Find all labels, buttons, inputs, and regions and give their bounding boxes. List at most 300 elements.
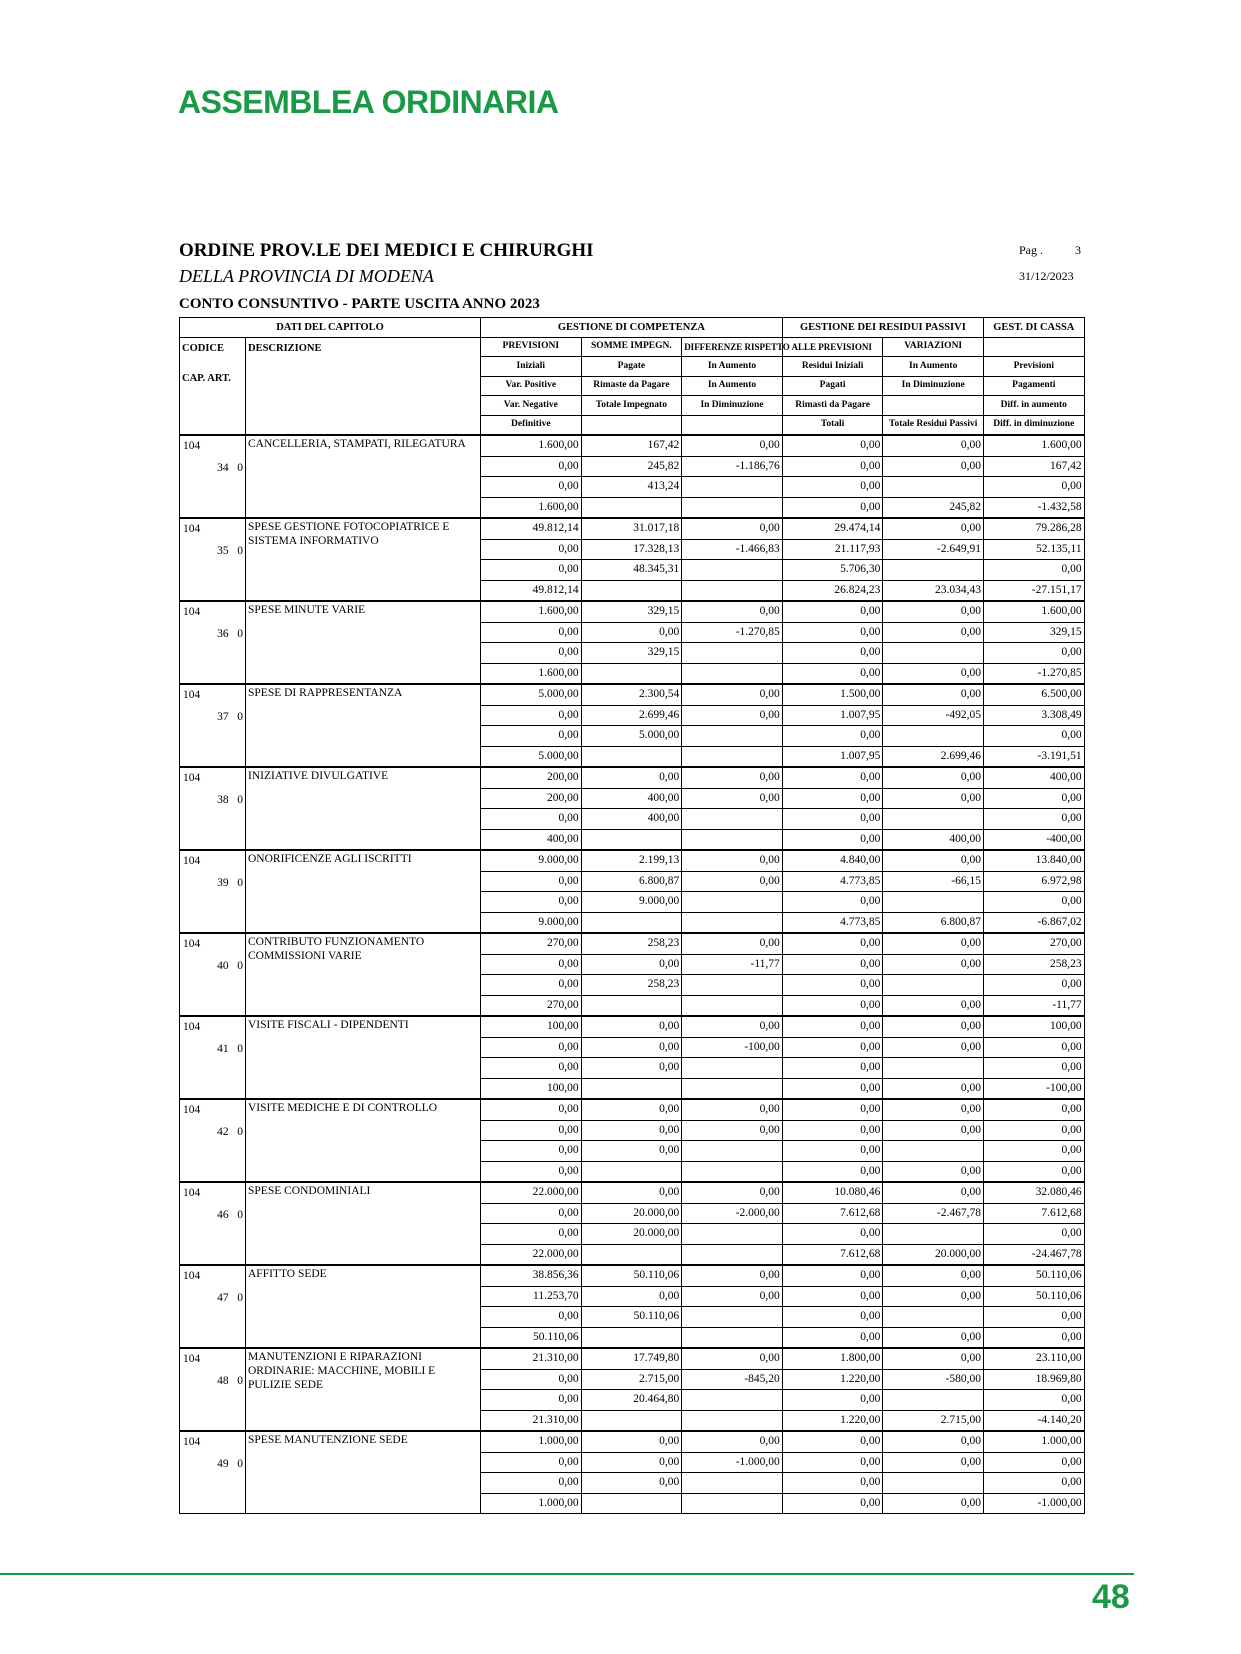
value-cell bbox=[581, 580, 682, 601]
value-cell: 2.699,46 bbox=[883, 746, 984, 767]
articolo-code: 49 bbox=[217, 1458, 229, 1470]
capitolo-number: 104 bbox=[183, 1187, 201, 1199]
value-cell: 49.812,14 bbox=[481, 518, 582, 539]
value-cell: 0,00 bbox=[782, 1431, 883, 1452]
value-cell: 0,00 bbox=[883, 1327, 984, 1348]
value-cell: 167,42 bbox=[581, 435, 682, 456]
articolo-sub: 0 bbox=[237, 877, 243, 889]
table-row bbox=[180, 1348, 1085, 1369]
value-cell: 0,00 bbox=[782, 1327, 883, 1348]
value-cell: 0,00 bbox=[782, 933, 883, 954]
capitolo-cell bbox=[180, 435, 246, 518]
value-cell: 0,00 bbox=[883, 1286, 984, 1307]
value-cell bbox=[883, 1473, 984, 1494]
table-row bbox=[180, 933, 1085, 954]
articolo-number bbox=[180, 952, 245, 974]
value-cell: 21.310,00 bbox=[481, 1348, 582, 1369]
value-cell: 0,00 bbox=[883, 1348, 984, 1369]
value-cell: 0,00 bbox=[682, 1348, 783, 1369]
value-cell: 0,00 bbox=[984, 1141, 1085, 1162]
articolo-sub: 0 bbox=[237, 1043, 243, 1055]
value-cell: 0,00 bbox=[581, 1431, 682, 1452]
value-cell: 0,00 bbox=[883, 601, 984, 622]
value-cell bbox=[581, 1244, 682, 1265]
capitolo-description: MANUTENZIONI E RIPARAZIONI ORDINARIE: MACCHINE, MOBILI E PULIZIE SEDE bbox=[246, 1348, 481, 1431]
articolo-number bbox=[180, 1201, 245, 1223]
subheader-cell: Var. Positive bbox=[481, 376, 582, 396]
value-cell: 1.600,00 bbox=[984, 601, 1085, 622]
value-cell: 0,00 bbox=[782, 809, 883, 830]
subheader-cell: In Aumento bbox=[682, 376, 783, 396]
value-cell: 0,00 bbox=[883, 1431, 984, 1452]
header-cap-art: CAP. ART. bbox=[182, 372, 231, 384]
capitolo-number: 104 bbox=[183, 855, 201, 867]
value-cell: 0,00 bbox=[782, 892, 883, 913]
value-cell: 0,00 bbox=[581, 1120, 682, 1141]
value-cell bbox=[682, 1078, 783, 1099]
value-cell bbox=[581, 1327, 682, 1348]
table-body bbox=[180, 435, 1085, 1514]
value-cell: 6.800,87 bbox=[581, 871, 682, 892]
value-cell: 17.328,13 bbox=[581, 539, 682, 560]
capitolo-cell bbox=[180, 1431, 246, 1514]
value-cell: 0,00 bbox=[481, 1307, 582, 1328]
value-cell: 0,00 bbox=[581, 1016, 682, 1037]
value-cell: 0,00 bbox=[481, 643, 582, 664]
value-cell: 9.000,00 bbox=[481, 850, 582, 871]
capitolo-cell bbox=[180, 850, 246, 933]
articolo-number bbox=[180, 1450, 245, 1472]
value-cell bbox=[581, 746, 682, 767]
value-cell: 0,00 bbox=[782, 497, 883, 518]
value-cell: 245,82 bbox=[581, 456, 682, 477]
value-cell: 0,00 bbox=[984, 1390, 1085, 1411]
value-cell: 0,00 bbox=[581, 1473, 682, 1494]
capitolo-description: CANCELLERIA, STAMPATI, RILEGATURA bbox=[246, 435, 481, 518]
value-cell: 0,00 bbox=[984, 809, 1085, 830]
value-cell: 21.310,00 bbox=[481, 1410, 582, 1431]
value-cell: 0,00 bbox=[984, 1058, 1085, 1079]
subheader-cell: Iniziali bbox=[481, 357, 582, 377]
value-cell bbox=[682, 829, 783, 850]
report-title: CONTO CONSUNTIVO - PARTE USCITA ANNO 2023 bbox=[179, 296, 540, 312]
value-cell: -845,20 bbox=[682, 1369, 783, 1390]
capitolo-number: 104 bbox=[183, 440, 201, 452]
capitolo-description: AFFITTO SEDE bbox=[246, 1265, 481, 1348]
table-row bbox=[180, 1431, 1085, 1452]
header-dati-capitolo: DATI DEL CAPITOLO bbox=[180, 318, 481, 338]
value-cell bbox=[581, 497, 682, 518]
value-cell: 0,00 bbox=[782, 1452, 883, 1473]
value-cell: 258,23 bbox=[984, 954, 1085, 975]
table-row bbox=[180, 435, 1085, 456]
value-cell: 0,00 bbox=[782, 1078, 883, 1099]
value-cell: 245,82 bbox=[883, 497, 984, 518]
value-cell: 0,00 bbox=[984, 560, 1085, 581]
articolo-number bbox=[180, 1118, 245, 1140]
value-cell: 20.000,00 bbox=[581, 1203, 682, 1224]
value-cell: 0,00 bbox=[581, 1141, 682, 1162]
table-header bbox=[180, 318, 1085, 436]
value-cell: 0,00 bbox=[682, 871, 783, 892]
value-cell bbox=[682, 892, 783, 913]
subheader-cell: DIFFERENZE RISPETTO ALLE PREVISIONI bbox=[682, 337, 783, 357]
value-cell: 270,00 bbox=[984, 933, 1085, 954]
value-cell bbox=[682, 560, 783, 581]
capitolo-cell bbox=[180, 684, 246, 767]
value-cell: 5.706,30 bbox=[782, 560, 883, 581]
value-cell: 167,42 bbox=[984, 456, 1085, 477]
value-cell: 17.749,80 bbox=[581, 1348, 682, 1369]
value-cell: -2.467,78 bbox=[883, 1203, 984, 1224]
value-cell: 200,00 bbox=[481, 788, 582, 809]
value-cell: 0,00 bbox=[481, 1120, 582, 1141]
value-cell bbox=[682, 1493, 783, 1514]
value-cell: 0,00 bbox=[481, 622, 582, 643]
articolo-number bbox=[180, 869, 245, 891]
value-cell: 400,00 bbox=[481, 829, 582, 850]
articolo-sub: 0 bbox=[237, 628, 243, 640]
value-cell bbox=[883, 726, 984, 747]
value-cell: 329,15 bbox=[984, 622, 1085, 643]
value-cell: 0,00 bbox=[984, 1327, 1085, 1348]
articolo-code: 38 bbox=[217, 794, 229, 806]
value-cell: 0,00 bbox=[782, 1224, 883, 1245]
value-cell: -3.191,51 bbox=[984, 746, 1085, 767]
value-cell: 0,00 bbox=[682, 1265, 783, 1286]
value-cell: 0,00 bbox=[481, 539, 582, 560]
value-cell bbox=[682, 1224, 783, 1245]
header-gestione-cassa: GEST. DI CASSA bbox=[984, 318, 1085, 338]
capitolo-description: SPESE MANUTENZIONE SEDE bbox=[246, 1431, 481, 1514]
value-cell: 23.110,00 bbox=[984, 1348, 1085, 1369]
header-descrizione: DESCRIZIONE bbox=[246, 337, 481, 435]
value-cell: 0,00 bbox=[581, 767, 682, 788]
subheader-cell: Var. Negative bbox=[481, 396, 582, 416]
value-cell: 0,00 bbox=[782, 1307, 883, 1328]
subheader-cell: Totale Residui Passivi bbox=[883, 415, 984, 435]
value-cell: 6.500,00 bbox=[984, 684, 1085, 705]
capitolo-description: VISITE MEDICHE E DI CONTROLLO bbox=[246, 1099, 481, 1182]
value-cell: 0,00 bbox=[782, 1286, 883, 1307]
value-cell: 22.000,00 bbox=[481, 1182, 582, 1203]
subheader-cell: Diff. in diminuzione bbox=[984, 415, 1085, 435]
articolo-code: 39 bbox=[217, 877, 229, 889]
subheader-cell: Pagate bbox=[581, 357, 682, 377]
value-cell: 0,00 bbox=[782, 1037, 883, 1058]
value-cell: 0,00 bbox=[682, 1099, 783, 1120]
value-cell: 0,00 bbox=[481, 560, 582, 581]
articolo-sub: 0 bbox=[237, 1375, 243, 1387]
value-cell: 6.800,87 bbox=[883, 912, 984, 933]
value-cell: 9.000,00 bbox=[581, 892, 682, 913]
value-cell bbox=[682, 1244, 783, 1265]
table-row bbox=[180, 850, 1085, 871]
value-cell: 0,00 bbox=[984, 1161, 1085, 1182]
value-cell: 20.000,00 bbox=[883, 1244, 984, 1265]
value-cell: 0,00 bbox=[984, 1452, 1085, 1473]
articolo-code: 35 bbox=[217, 545, 229, 557]
header-codice-cell bbox=[180, 337, 246, 435]
value-cell: -11,77 bbox=[984, 995, 1085, 1016]
value-cell: 0,00 bbox=[883, 456, 984, 477]
capitolo-cell bbox=[180, 1265, 246, 1348]
capitolo-number: 104 bbox=[183, 1270, 201, 1282]
value-cell: 0,00 bbox=[481, 975, 582, 996]
articolo-sub: 0 bbox=[237, 1126, 243, 1138]
table-row bbox=[180, 767, 1085, 788]
value-cell: 0,00 bbox=[481, 1161, 582, 1182]
value-cell: 100,00 bbox=[984, 1016, 1085, 1037]
subheader-cell: In Aumento bbox=[682, 357, 783, 377]
value-cell: 0,00 bbox=[883, 663, 984, 684]
value-cell: 0,00 bbox=[682, 1286, 783, 1307]
table-row bbox=[180, 1182, 1085, 1203]
articolo-number bbox=[180, 703, 245, 725]
value-cell: 29.474,14 bbox=[782, 518, 883, 539]
value-cell: -2.000,00 bbox=[682, 1203, 783, 1224]
value-cell: 0,00 bbox=[782, 829, 883, 850]
value-cell bbox=[581, 829, 682, 850]
value-cell bbox=[581, 1078, 682, 1099]
subheader-cell: Definitive bbox=[481, 415, 582, 435]
value-cell: 0,00 bbox=[883, 1452, 984, 1473]
value-cell: 0,00 bbox=[883, 1099, 984, 1120]
value-cell: 52.135,11 bbox=[984, 539, 1085, 560]
value-cell: 0,00 bbox=[682, 518, 783, 539]
value-cell: 0,00 bbox=[984, 1120, 1085, 1141]
value-cell: 0,00 bbox=[682, 1431, 783, 1452]
value-cell bbox=[883, 643, 984, 664]
value-cell: 270,00 bbox=[481, 933, 582, 954]
value-cell: -100,00 bbox=[984, 1078, 1085, 1099]
articolo-code: 41 bbox=[217, 1043, 229, 1055]
value-cell: 0,00 bbox=[481, 1369, 582, 1390]
subheader-cell: PREVISIONI bbox=[481, 337, 582, 357]
value-cell: 0,00 bbox=[883, 933, 984, 954]
value-cell: 0,00 bbox=[682, 767, 783, 788]
subheader-cell: In Diminuzione bbox=[682, 396, 783, 416]
value-cell bbox=[883, 1224, 984, 1245]
value-cell: 23.034,43 bbox=[883, 580, 984, 601]
value-cell bbox=[883, 560, 984, 581]
header-gestione-residui: GESTIONE DEI RESIDUI PASSIVI bbox=[782, 318, 983, 338]
page-label: Pag . bbox=[1019, 243, 1043, 257]
value-cell: 1.600,00 bbox=[481, 601, 582, 622]
value-cell: 6.972,98 bbox=[984, 871, 1085, 892]
value-cell: 0,00 bbox=[984, 726, 1085, 747]
table-row bbox=[180, 518, 1085, 539]
value-cell: 0,00 bbox=[883, 767, 984, 788]
value-cell bbox=[682, 995, 783, 1016]
value-cell bbox=[682, 1390, 783, 1411]
subheader-cell: Rimasti da Pagare bbox=[782, 396, 883, 416]
value-cell: 0,00 bbox=[481, 726, 582, 747]
value-cell: 0,00 bbox=[883, 684, 984, 705]
value-cell: 50.110,06 bbox=[581, 1307, 682, 1328]
value-cell: -400,00 bbox=[984, 829, 1085, 850]
value-cell: 0,00 bbox=[883, 1078, 984, 1099]
subheader-cell: Previsioni bbox=[984, 357, 1085, 377]
value-cell bbox=[682, 643, 783, 664]
organization-province: DELLA PROVINCIA DI MODENA bbox=[179, 266, 434, 286]
value-cell: 0,00 bbox=[581, 1182, 682, 1203]
value-cell: 1.220,00 bbox=[782, 1410, 883, 1431]
value-cell: -1.466,83 bbox=[682, 539, 783, 560]
value-cell: 1.000,00 bbox=[481, 1493, 582, 1514]
value-cell: 0,00 bbox=[883, 1120, 984, 1141]
subheader-cell: VARIAZIONI bbox=[883, 337, 984, 357]
value-cell: 50.110,06 bbox=[581, 1265, 682, 1286]
value-cell: 0,00 bbox=[481, 1224, 582, 1245]
value-cell: 0,00 bbox=[984, 975, 1085, 996]
value-cell: 26.824,23 bbox=[782, 580, 883, 601]
capitolo-number: 104 bbox=[183, 523, 201, 535]
value-cell: 10.080,46 bbox=[782, 1182, 883, 1203]
value-cell bbox=[682, 497, 783, 518]
value-cell: 0,00 bbox=[682, 705, 783, 726]
articolo-sub: 0 bbox=[237, 545, 243, 557]
value-cell: -1.270,85 bbox=[984, 663, 1085, 684]
report-page-number: 3 bbox=[1075, 243, 1081, 257]
value-cell: 2.715,00 bbox=[581, 1369, 682, 1390]
value-cell bbox=[581, 1161, 682, 1182]
articolo-number bbox=[180, 1367, 245, 1389]
value-cell: -2.649,91 bbox=[883, 539, 984, 560]
value-cell: -1.432,58 bbox=[984, 497, 1085, 518]
capitolo-description: SPESE GESTIONE FOTOCOPIATRICE E SISTEMA INFORMATIVO bbox=[246, 518, 481, 601]
value-cell: 0,00 bbox=[984, 1099, 1085, 1120]
value-cell bbox=[883, 1058, 984, 1079]
table-row bbox=[180, 1265, 1085, 1286]
capitolo-number: 104 bbox=[183, 1104, 201, 1116]
value-cell: 0,00 bbox=[481, 1203, 582, 1224]
articolo-number bbox=[180, 1284, 245, 1306]
value-cell: 49.812,14 bbox=[481, 580, 582, 601]
value-cell: 0,00 bbox=[883, 622, 984, 643]
value-cell bbox=[682, 1161, 783, 1182]
value-cell bbox=[682, 580, 783, 601]
value-cell: 400,00 bbox=[581, 788, 682, 809]
value-cell: -11,77 bbox=[682, 954, 783, 975]
header-gestione-competenza: GESTIONE DI COMPETENZA bbox=[481, 318, 783, 338]
subheader-cell: In Diminuzione bbox=[883, 376, 984, 396]
value-cell: 0,00 bbox=[782, 767, 883, 788]
value-cell: -24.467,78 bbox=[984, 1244, 1085, 1265]
value-cell: -1.186,76 bbox=[682, 456, 783, 477]
value-cell: 258,23 bbox=[581, 933, 682, 954]
value-cell bbox=[682, 1410, 783, 1431]
value-cell bbox=[682, 1307, 783, 1328]
capitolo-number: 104 bbox=[183, 1436, 201, 1448]
capitolo-description: VISITE FISCALI - DIPENDENTI bbox=[246, 1016, 481, 1099]
value-cell: 1.600,00 bbox=[481, 497, 582, 518]
capitolo-cell bbox=[180, 1016, 246, 1099]
articolo-code: 48 bbox=[217, 1375, 229, 1387]
subheader-cell: In Aumento bbox=[883, 357, 984, 377]
subheader-cell bbox=[682, 415, 783, 435]
value-cell: 0,00 bbox=[682, 788, 783, 809]
value-cell bbox=[581, 663, 682, 684]
value-cell bbox=[682, 1141, 783, 1162]
value-cell: 0,00 bbox=[782, 995, 883, 1016]
value-cell: 0,00 bbox=[481, 456, 582, 477]
value-cell: 0,00 bbox=[481, 1452, 582, 1473]
value-cell: 1.000,00 bbox=[984, 1431, 1085, 1452]
articolo-sub: 0 bbox=[237, 1292, 243, 1304]
value-cell: 329,15 bbox=[581, 601, 682, 622]
articolo-sub: 0 bbox=[237, 794, 243, 806]
subheader-cell: Residui Iniziali bbox=[782, 357, 883, 377]
value-cell: 0,00 bbox=[782, 1493, 883, 1514]
value-cell: 50.110,06 bbox=[481, 1327, 582, 1348]
value-cell: 0,00 bbox=[782, 477, 883, 498]
subheader-cell bbox=[581, 415, 682, 435]
value-cell: 0,00 bbox=[782, 1473, 883, 1494]
value-cell bbox=[682, 1473, 783, 1494]
capitolo-number: 104 bbox=[183, 606, 201, 618]
value-cell: 413,24 bbox=[581, 477, 682, 498]
budget-table bbox=[179, 317, 1085, 1514]
value-cell: 7.612,68 bbox=[782, 1244, 883, 1265]
value-cell: 0,00 bbox=[481, 1473, 582, 1494]
capitolo-cell bbox=[180, 601, 246, 684]
subheader-cell bbox=[984, 337, 1085, 357]
value-cell: 0,00 bbox=[782, 456, 883, 477]
value-cell: 3.308,49 bbox=[984, 705, 1085, 726]
subheader-cell: Totali bbox=[782, 415, 883, 435]
value-cell: 50.110,06 bbox=[984, 1265, 1085, 1286]
value-cell: 400,00 bbox=[581, 809, 682, 830]
value-cell: 1.600,00 bbox=[481, 663, 582, 684]
value-cell: 400,00 bbox=[984, 767, 1085, 788]
value-cell bbox=[581, 912, 682, 933]
page-title: ASSEMBLEA ORDINARIA bbox=[178, 84, 559, 120]
value-cell bbox=[883, 1307, 984, 1328]
articolo-sub: 0 bbox=[237, 462, 243, 474]
value-cell: 31.017,18 bbox=[581, 518, 682, 539]
articolo-number bbox=[180, 537, 245, 559]
value-cell bbox=[682, 663, 783, 684]
articolo-code: 34 bbox=[217, 462, 229, 474]
value-cell: 0,00 bbox=[782, 435, 883, 456]
value-cell: 0,00 bbox=[481, 477, 582, 498]
value-cell: -1.270,85 bbox=[682, 622, 783, 643]
value-cell: 0,00 bbox=[782, 1390, 883, 1411]
value-cell: 0,00 bbox=[481, 1099, 582, 1120]
value-cell: 38.856,36 bbox=[481, 1265, 582, 1286]
report-date: 31/12/2023 bbox=[1019, 269, 1074, 283]
value-cell: 2.199,13 bbox=[581, 850, 682, 871]
value-cell: 1.500,00 bbox=[782, 684, 883, 705]
capitolo-description: INIZIATIVE DIVULGATIVE bbox=[246, 767, 481, 850]
value-cell: 5.000,00 bbox=[481, 746, 582, 767]
value-cell: 0,00 bbox=[782, 1265, 883, 1286]
value-cell: 21.117,93 bbox=[782, 539, 883, 560]
value-cell: 0,00 bbox=[682, 1120, 783, 1141]
table-row bbox=[180, 684, 1085, 705]
articolo-number bbox=[180, 454, 245, 476]
capitolo-number: 104 bbox=[183, 938, 201, 950]
capitolo-description: ONORIFICENZE AGLI ISCRITTI bbox=[246, 850, 481, 933]
value-cell bbox=[581, 1410, 682, 1431]
value-cell: 0,00 bbox=[481, 954, 582, 975]
value-cell: -4.140,20 bbox=[984, 1410, 1085, 1431]
value-cell: 100,00 bbox=[481, 1078, 582, 1099]
value-cell: 5.000,00 bbox=[581, 726, 682, 747]
value-cell bbox=[682, 809, 783, 830]
value-cell: 1.007,95 bbox=[782, 746, 883, 767]
